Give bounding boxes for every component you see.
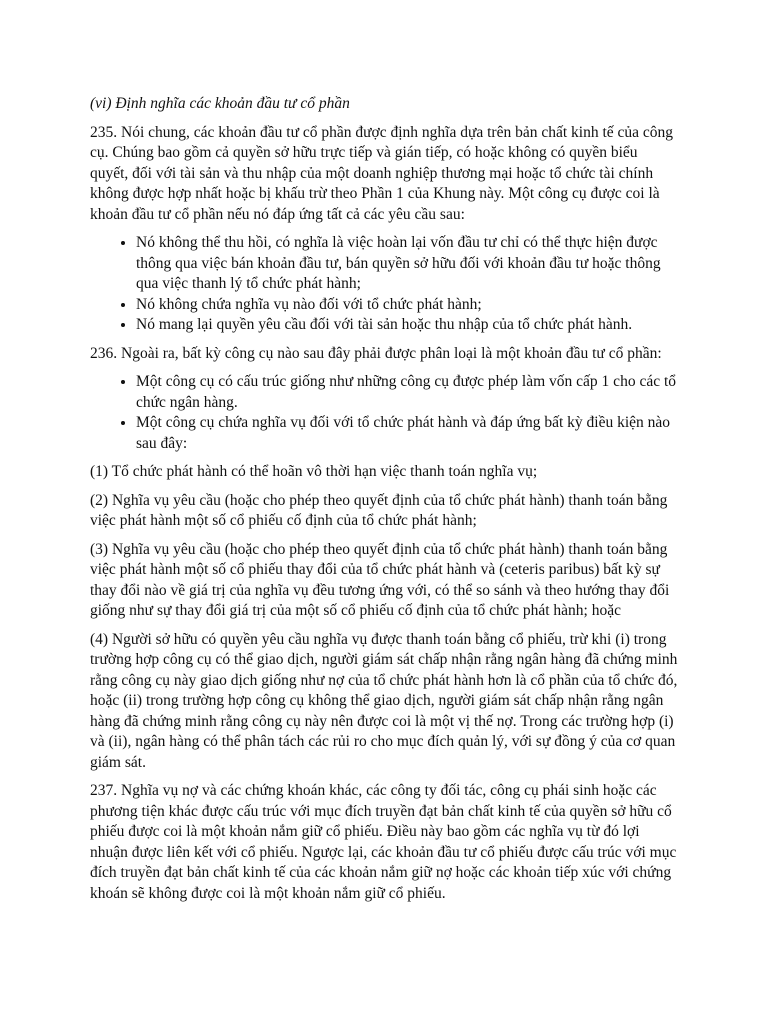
requirements-list bbox=[90, 233, 678, 336]
list-item: • Một công cụ chứa nghĩa vụ đối với tổ chức phát hành và đáp ứng bất kỳ điều kiện nào sau đây: bbox=[136, 413, 678, 454]
list-item: • Nó không chứa nghĩa vụ nào đối với tổ chức phát hành; bbox=[136, 295, 678, 316]
condition-2: (2) Nghĩa vụ yêu cầu (hoặc cho phép theo quyết định của tổ chức phát hành) thanh toán bằng việc phát hành một số cổ phiếu cố định của tổ chức phát hành; bbox=[90, 491, 668, 529]
paragraph-235: 235. Nói chung, các khoản đầu tư cổ phần được định nghĩa dựa trên bản chất kinh tế của công cụ. Chúng bao gồm cả quyền sở hữu trực tiếp và gián tiếp, có hoặc không có quyền biểu quyết, đối với tài sản và thu nhập của một doanh nghiệp thương mại hoặc tổ chức tài chính không được hợp nhất hoặc bị khấu trừ theo Phần 1 của Khung này. Một công cụ được coi là khoản đầu tư cổ phần nếu nó đáp ứng tất cả các yêu cầu sau: bbox=[90, 123, 674, 223]
paragraph-236: 236. Ngoài ra, bất kỳ công cụ nào sau đây phải được phân loại là một khoản đầu tư cổ phần: bbox=[90, 344, 662, 362]
list-item: • Nó không thể thu hồi, có nghĩa là việc hoàn lại vốn đầu tư chỉ có thể thực hiện được thông qua việc bán khoản đầu tư, bán quyền sở hữu đối với khoản đầu tư hoặc thông qua việc thanh lý tổ chức phát hành; bbox=[136, 233, 678, 295]
classification-list bbox=[90, 372, 678, 454]
condition-1: (1) Tổ chức phát hành có thể hoãn vô thời hạn việc thanh toán nghĩa vụ; bbox=[90, 463, 538, 480]
list-item: • Nó mang lại quyền yêu cầu đối với tài sản hoặc thu nhập của tổ chức phát hành. bbox=[136, 315, 678, 336]
paragraph-237: 237. Nghĩa vụ nợ và các chứng khoán khác, các công ty đối tác, công cụ phái sinh hoặc các phương tiện khác được cấu trúc với mục đích truyền đạt bản chất kinh tế của quyền sở hữu cổ phiếu được coi là một khoản nắm giữ cổ phiếu. Điều này bao gồm các nghĩa vụ từ đó lợi nhuận được liên kết với cổ phiếu. Ngược lại, các khoản đầu tư cổ phiếu được cấu trúc với mục đích truyền đạt bản chất kinh tế của các khoản nắm giữ nợ hoặc các khoản tiếp xúc với chứng khoán sẽ không được coi là một khoản nắm giữ cổ phiếu. bbox=[90, 782, 677, 902]
list-item: • Một công cụ có cấu trúc giống như những công cụ được phép làm vốn cấp 1 cho các tổ chức ngân hàng. bbox=[136, 372, 678, 413]
section-heading: (vi) Định nghĩa các khoản đầu tư cổ phần bbox=[90, 95, 350, 112]
condition-3: (3) Nghĩa vụ yêu cầu (hoặc cho phép theo quyết định của tổ chức phát hành) thanh toán bằng việc phát hành một số cổ phiếu thay đổi của tổ chức phát hành và (ceteris paribus) bất kỳ sự thay đổi nào về giá trị của nghĩa vụ đều tương ứng với, có thể so sánh và theo hướng thay đổi giống như sự thay đổi giá trị của một số cổ phiếu cố định của tổ chức phát hành; hoặc bbox=[90, 540, 670, 619]
condition-4: (4) Người sở hữu có quyền yêu cầu nghĩa vụ được thanh toán bằng cổ phiếu, trừ khi (i) trong trường hợp công cụ có thể giao dịch, người giám sát chấp nhận rằng ngân hàng đã chứng minh rằng công cụ này giao dịch giống như nợ của tổ chức phát hành hơn là cổ phần của tổ chức đó, hoặc (ii) trong trường hợp công cụ không thể giao dịch, người giám sát chấp nhận rằng ngân hàng đã chứng minh rằng công cụ này nên được coi là một vị thế nợ. Trong các trường hợp (i) và (ii), ngân hàng có thể phân tách các rủi ro cho mục đích quản lý, với sự đồng ý của cơ quan giám sát. bbox=[90, 630, 678, 771]
